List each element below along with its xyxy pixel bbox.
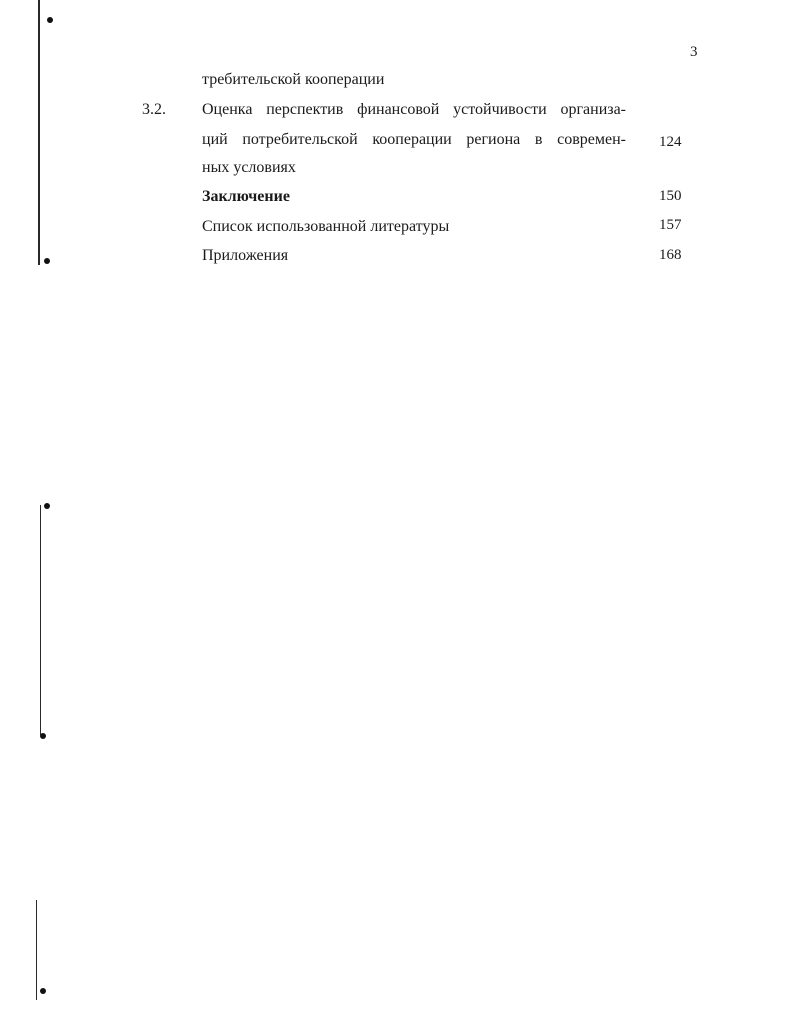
toc-appendices-title: Приложения [202, 247, 289, 264]
binding-hole-mark [40, 733, 46, 739]
toc-conclusion-title: Заключение [202, 188, 290, 205]
page-number: 3 [690, 44, 698, 60]
toc-section-title-line [202, 130, 626, 150]
binding-edge-line [40, 505, 41, 735]
binding-hole-mark [44, 258, 50, 264]
binding-hole-mark [44, 503, 50, 509]
toc-section-number: 3.2. [142, 101, 166, 118]
toc-page-number: 124 [659, 134, 682, 150]
binding-hole-mark [40, 988, 46, 994]
binding-edge-line [36, 900, 37, 1000]
binding-hole-mark [47, 17, 53, 23]
toc-page-number: 157 [659, 217, 682, 233]
toc-bibliography-title: Список использованной литературы [202, 218, 450, 235]
toc-section-title-line [202, 100, 626, 120]
binding-edge-line [38, 0, 40, 265]
toc-section-title-text: Оценка перспектив финансовой устойчивости организа- [202, 101, 626, 118]
toc-section-title-text: ций потребительской кооперации региона в современ- [202, 131, 626, 148]
toc-page-number: 168 [659, 247, 682, 263]
toc-continuation-line: требительской кооперации [202, 71, 385, 88]
toc-page-number: 150 [659, 188, 682, 204]
toc-section-title-line: ных условиях [202, 159, 296, 176]
